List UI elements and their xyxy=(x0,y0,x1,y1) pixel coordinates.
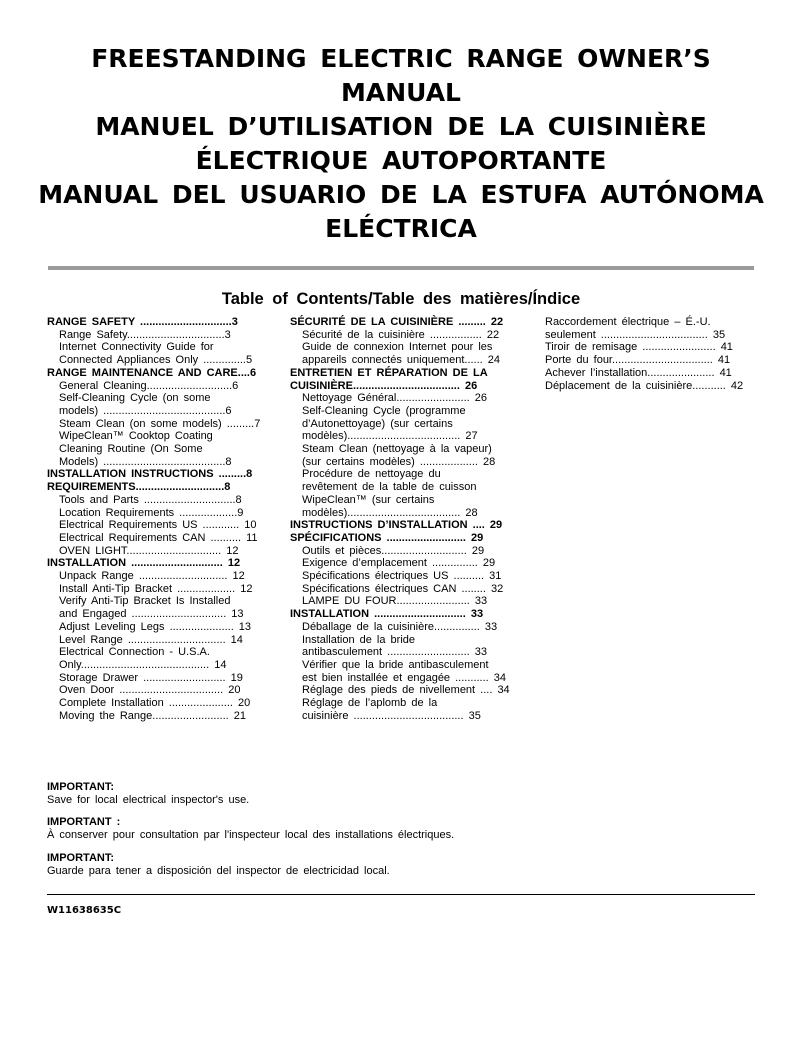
toc-entry: Spécifications électriques US .......... 31 xyxy=(302,570,502,583)
toc-entry: Models) ........................................8 xyxy=(59,455,232,468)
toc-entry: Cleaning Routine (On Some xyxy=(59,443,203,456)
toc-column-french-continued xyxy=(545,316,770,392)
note-label: IMPORTANT: xyxy=(47,851,115,864)
toc-entry: Outils et pièces............................ 29 xyxy=(302,544,485,557)
toc-entry: Procédure de nettoyage du xyxy=(302,468,441,481)
toc-entry: Nettoyage Général........................ 26 xyxy=(302,392,487,405)
toc-entry: Steam Clean (nettoyage à la vapeur) xyxy=(302,443,492,456)
toc-column-english xyxy=(47,316,283,723)
toc-entry: Achever l’installation...................... 41 xyxy=(545,366,732,379)
toc-entry: Guide de connexion Internet pour les xyxy=(302,341,493,354)
toc-entry: Porte du four................................. 41 xyxy=(545,354,731,367)
important-note-en xyxy=(47,781,747,806)
toc-entry: Range Safety................................3 xyxy=(59,328,231,341)
toc-entry: Self-Cleaning Cycle (programme xyxy=(302,404,466,417)
toc-entry: Sécurité de la cuisinière ................. 22 xyxy=(302,328,500,341)
title-line-en-2: MANUAL xyxy=(341,78,461,107)
toc-section-heading: SPÉCIFICATIONS .......................... 29 xyxy=(290,531,484,544)
document-title xyxy=(0,42,802,246)
toc-entry: Verify Anti-Tip Bracket Is Installed xyxy=(59,595,231,608)
toc-entry: revêtement de la table de cuisson xyxy=(302,481,477,494)
toc-entry: Tools and Parts ..............................8 xyxy=(59,493,242,506)
toc-entry: antibasculement ........................... 33 xyxy=(302,646,487,659)
toc-entry: Moving the Range......................... 21 xyxy=(59,709,246,722)
toc-entry: Self-Cleaning Cycle (on some xyxy=(59,392,211,405)
toc-section-heading: INSTALLATION .............................. 12 xyxy=(47,557,241,570)
toc-entry: cuisinière .................................... 35 xyxy=(302,709,481,722)
toc-entry: Réglage de l’aplomb de la xyxy=(302,697,438,710)
toc-section-heading: INSTRUCTIONS D’INSTALLATION .... 29 xyxy=(290,519,503,532)
document-number: W11638635C xyxy=(47,905,122,916)
toc-entry: Installation de la bride xyxy=(302,633,416,646)
toc-entry: Tiroir de remisage ........................ 41 xyxy=(545,341,733,354)
toc-entry: Unpack Range ............................. 12 xyxy=(59,570,245,583)
toc-entry: Exigence d’emplacement ............... 29 xyxy=(302,557,496,570)
toc-section-heading: CUISINIÈRE................................... 26 xyxy=(290,379,478,392)
toc-entry: Electrical Requirements US ............ 10 xyxy=(59,519,257,532)
toc-entry: seulement ................................... 35 xyxy=(545,328,726,341)
toc-entry: Install Anti-Tip Bracket ................... 12 xyxy=(59,582,253,595)
toc-entry: General Cleaning............................6 xyxy=(59,379,239,392)
toc-heading: Table of Contents/Table des matières/Índice xyxy=(221,290,581,308)
toc-entry: and Engaged ............................... 13 xyxy=(59,608,244,621)
title-line-fr-1: MANUEL D’UTILISATION DE LA CUISINIÈRE xyxy=(95,112,707,141)
toc-section-heading: REQUIREMENTS.............................8 xyxy=(47,481,231,494)
title-line-es-2: ELÉCTRICA xyxy=(325,214,477,243)
toc-section-heading: INSTALLATION .............................. 33 xyxy=(290,608,484,621)
toc-section-heading: RANGE SAFETY ..............................3 xyxy=(47,316,238,328)
toc-entry: Electrical Connection - U.S.A. xyxy=(59,646,210,659)
toc-entry: Raccordement électrique – É.-U. xyxy=(545,316,711,328)
note-label: IMPORTANT: xyxy=(47,781,115,793)
toc-entry: Déplacement de la cuisinière........... 42 xyxy=(545,379,744,392)
note-text: Save for local electrical inspector's use. xyxy=(47,793,250,806)
toc-entry: Connected Appliances Only ..............5 xyxy=(59,354,253,367)
note-text: À conserver pour consultation par l'inspecteur local des installations électriques. xyxy=(47,829,455,842)
toc-section-heading: INSTALLATION INSTRUCTIONS .........8 xyxy=(47,468,253,481)
toc-entry: Location Requirements ...................9 xyxy=(59,506,244,519)
toc-entry: OVEN LIGHT............................... 12 xyxy=(59,544,239,557)
toc-entry: Only.......................................... 14 xyxy=(59,658,227,671)
toc-section-heading: ENTRETIEN ET RÉPARATION DE LA xyxy=(290,366,488,379)
toc-entry: Spécifications électriques CAN ........ 32 xyxy=(302,582,504,595)
toc-entry: modèles)..................................... 28 xyxy=(302,506,478,519)
title-line-en-1: FREESTANDING ELECTRIC RANGE OWNER’S xyxy=(91,44,711,73)
toc-entry: Storage Drawer ........................... 19 xyxy=(59,671,243,684)
toc-entry: Déballage de la cuisinière............... 33 xyxy=(302,620,498,633)
toc-entry: WipeClean™ Cooktop Coating xyxy=(59,430,213,443)
toc-entry: LAMPE DU FOUR........................ 33 xyxy=(302,595,488,608)
toc-entry: Internet Connectivity Guide for xyxy=(59,341,214,354)
footer-divider xyxy=(47,894,755,895)
toc-entry: appareils connectés uniquement...... 24 xyxy=(302,354,501,367)
toc-entry: Electrical Requirements CAN .......... 11 xyxy=(59,531,258,544)
toc-entry: modèles)..................................... 27 xyxy=(302,430,478,443)
important-note-fr xyxy=(47,816,747,841)
toc-entry: Adjust Leveling Legs ..................... 13 xyxy=(59,620,252,633)
toc-entry: Complete Installation ..................... 20 xyxy=(59,697,251,710)
toc-entry: Oven Door .................................. 20 xyxy=(59,684,241,697)
toc-entry: d’Autonettoyage) (sur certains xyxy=(302,417,453,430)
title-divider xyxy=(48,266,754,270)
toc-entry: Level Range ................................ 14 xyxy=(59,633,243,646)
toc-entry: Steam Clean (on some models) .........7 xyxy=(59,417,261,430)
toc-column-french xyxy=(290,316,536,723)
toc-section-heading: SÉCURITÉ DE LA CUISINIÈRE ......... 22 xyxy=(290,316,504,328)
toc-section-heading: RANGE MAINTENANCE AND CARE....6 xyxy=(47,366,257,379)
note-label: IMPORTANT : xyxy=(47,816,121,829)
title-line-es-1: MANUAL DEL USUARIO DE LA ESTUFA AUTÓNOMA xyxy=(38,180,764,209)
title-line-fr-2: ÉLECTRIQUE AUTOPORTANTE xyxy=(195,146,607,175)
toc-entry: models) ........................................6 xyxy=(59,404,232,417)
important-notes xyxy=(47,781,747,887)
note-text: Guarde para tener a disposición del inspector de electricidad local. xyxy=(47,864,390,877)
toc-entry: (sur certains modèles) ................... 28 xyxy=(302,455,496,468)
toc-entry: Réglage des pieds de nivellement .... 34 xyxy=(302,684,510,697)
important-note-es xyxy=(47,852,747,877)
toc-entry: est bien installée et engagée ........... 34 xyxy=(302,671,507,684)
toc-entry: WipeClean™ (sur certains xyxy=(302,493,435,506)
toc-entry: Vérifier que la bride antibasculement xyxy=(302,658,489,671)
